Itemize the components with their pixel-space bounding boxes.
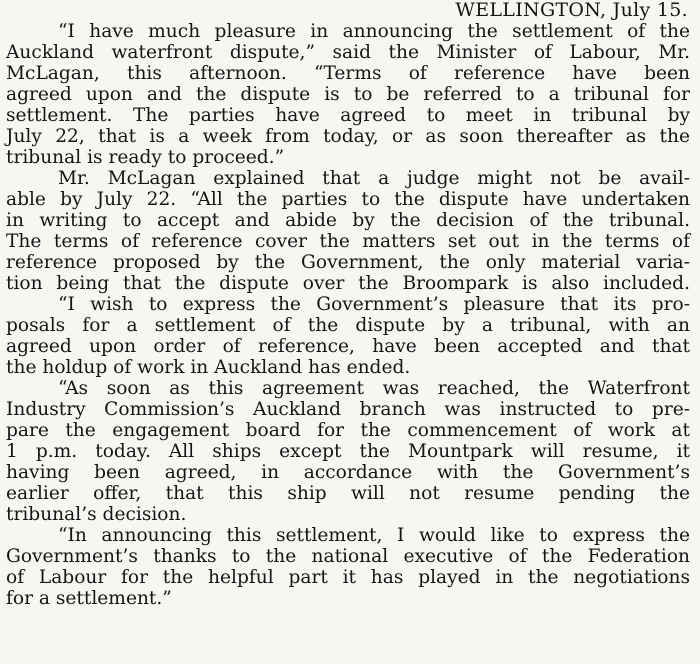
text-line: Government’s thanks to the national executive of the Federation <box>6 546 690 567</box>
text-line: tribunal is ready to proceed.” <box>6 147 285 168</box>
text-line: “In announcing this settlement, I would like to express the <box>58 525 690 546</box>
text-line: July 22, that is a week from today, or as soon thereafter as the <box>6 126 690 147</box>
text-line: Industry Commission’s Auckland branch was instructed to pre- <box>6 399 690 420</box>
text-line: Mr. McLagan explained that a judge might not be avail- <box>58 168 690 189</box>
text-line: able by July 22. “All the parties to the dispute have undertaken <box>6 189 690 210</box>
text-line: having been agreed, in accordance with the Government’s <box>6 462 690 483</box>
text-line: The terms of reference cover the matters set out in the terms of <box>6 231 690 252</box>
text-line: agreed upon and the dispute is to be referred to a tribunal for <box>6 84 690 105</box>
text-line: “I wish to express the Government’s pleasure that its pro- <box>58 294 690 315</box>
text-line: earlier offer, that this ship will not resume pending the <box>6 483 690 504</box>
text-line: pare the engagement board for the commencement of work at <box>6 420 690 441</box>
text-line: tribunal’s decision. <box>6 504 187 525</box>
text-line: tion being that the dispute over the Broompark is also included. <box>6 273 690 294</box>
text-line: 1 p.m. today. All ships except the Mountpark will resume, it <box>6 441 690 462</box>
text-line: agreed upon order of reference, have been accepted and that <box>6 336 690 357</box>
newspaper-clipping <box>6 0 692 664</box>
text-line: reference proposed by the Government, the only material varia- <box>6 252 690 273</box>
text-line: of Labour for the helpful part it has played in the negotiations <box>6 567 690 588</box>
dateline: WELLINGTON, July 15. <box>455 0 688 21</box>
text-line: settlement. The parties have agreed to meet in tribunal by <box>6 105 690 126</box>
text-line: the holdup of work in Auckland has ended. <box>6 357 411 378</box>
text-line: “I have much pleasure in announcing the settlement of the <box>58 21 690 42</box>
text-line: for a settlement.” <box>6 588 172 609</box>
text-line: Auckland waterfront dispute,” said the Minister of Labour, Mr. <box>6 42 690 63</box>
text-line: in writing to accept and abide by the decision of the tribunal. <box>6 210 690 231</box>
text-line: “As soon as this agreement was reached, the Waterfront <box>58 378 690 399</box>
text-line: posals for a settlement of the dispute by a tribunal, with an <box>6 315 690 336</box>
text-line: McLagan, this afternoon. “Terms of reference have been <box>6 63 690 84</box>
